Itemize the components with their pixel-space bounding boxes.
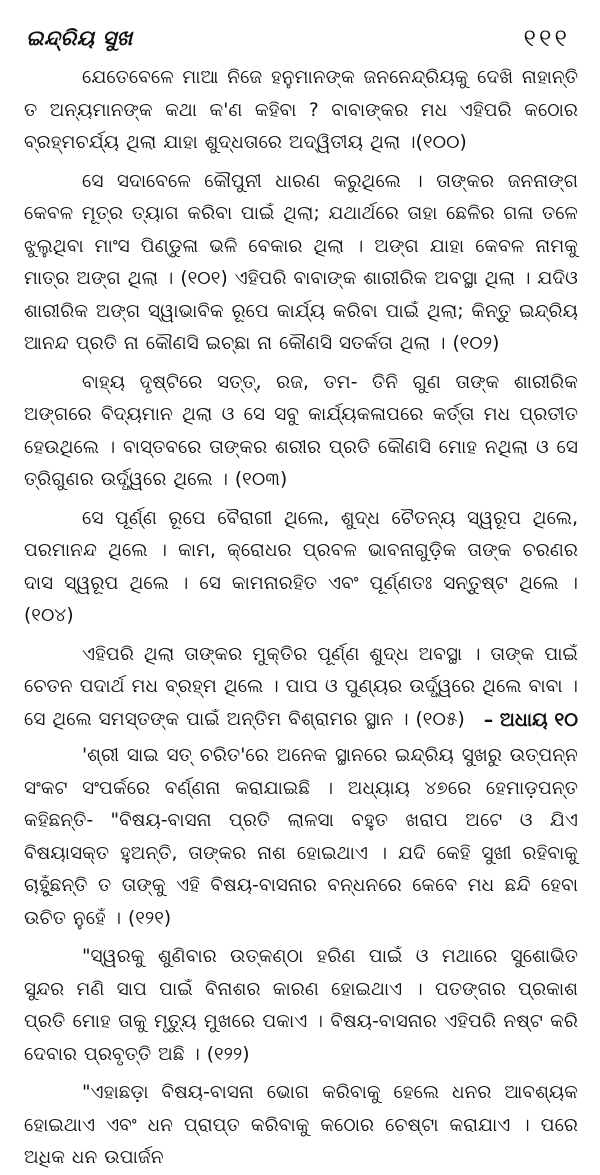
paragraph-3: ବାହ୍ୟ ଦୃଷ୍ଟିରେ ସତ୍ତ୍, ରଜ, ତମ- ତିନି ଗୁଣ ତାଙ୍କ ଶାରୀରିକ ଅଙ୍ଗରେ ବିଦ୍ୟମାନ ଥିଲା ଓ ସେ ସବୁ କାର୍ଯ୍ୟକଳାପରେ କର୍ତ୍ତା ମଧ ପ୍ରତୀତ ହେଉଥିଲେ । ବାସ୍ତବରେ ତାଙ୍କର ଶରୀର ପ୍ରତି କୌଣସି ମୋହ ନଥିଲା ଓ ସେ ତ୍ରିଗୁଣର ଉର୍ଦ୍ଧ୍ୱରେ ଥିଲେ । (୧୦୩) bbox=[24, 371, 578, 490]
paragraph-8: "ଏହାଛଡ଼ା ବିଷୟ-ବାସନା ଭୋଗ କରିବାକୁ ହେଲେ ଧନର ଆବଶ୍ୟକ ହୋଇଥାଏ ଏବଂ ଧନ ପ୍ରାପ୍ତ କରିବାକୁ କଠୋର ଚେଷ୍ଟା କରାଯାଏ । ପରେ ଅଧିକ ଧନ ଉପାର୍ଜନ bbox=[24, 1082, 578, 1168]
paragraph-4: ସେ ପୂର୍ଣ୍ଣ ରୂପେ ବୈରାଗୀ ଥିଲେ, ଶୁଦ୍ଧ ଚୈତନ୍ୟ ସ୍ୱରୂପ ଥିଲେ, ପରମାନନ୍ଦ ଥିଲେ । କାମ, କ୍ରୋଧର ପ୍ରବଳ ଭାବନାଗୁଡ଼ିକ ତାଙ୍କ ଚରଣର ଦାସ ସ୍ୱରୂପ ଥିଲେ । ସେ କାମନାରହିତ ଏବଂ ପୂର୍ଣ୍ଣତଃ ସନ୍ତୁଷ୍ଟ ଥିଲେ । (୧୦୪) bbox=[24, 507, 578, 626]
paragraph-6: 'ଶ୍ରୀ ସାଇ ସତ୍ ଚରିତ'ରେ ଅନେକ ସ୍ଥାନରେ ଇନ୍ଦ୍ରିୟ ସୁଖରୁ ଉତ୍ପନ୍ନ ସଂକଟ ସଂପର୍କରେ ବର୍ଣ୍ଣନା କରାଯାଇଛି । ଅଧ୍ୟାୟ ୪୭ରେ ହେମାଡ଼ପନ୍ତ କହିଛନ୍ତି- "ବିଷୟ-ବାସନା ପ୍ରତି ଲାଳସା ବହୁତ ଖରାପ ଅଟେ ଓ ଯିଏ ବିଷୟାସକ୍ତ ହୁଅନ୍ତି, ତାଙ୍କର ନାଶ ହୋଇଥାଏ । ଯଦି କେହି ସୁଖୀ ରହିବାକୁ ଚାହୁଁଛନ୍ତି ତ ତାଙ୍କୁ ଏହି ବିଷୟ-ବାସନାର ବନ୍ଧନରେ କେବେ ମଧ ଛନ୍ଦି ହେବା ଉଚିତ ନୁହେଁ । (୧୨୧) bbox=[24, 745, 578, 929]
chapter-end-block bbox=[24, 639, 578, 737]
paragraph-7: "ସ୍ୱରକୁ ଶୁଣିବାର ଉତ୍କଣ୍ଠା ହରିଣ ପାଇଁ ଓ ମଥାରେ ସୁଶୋଭିତ ସୁନ୍ଦର ମଣି ସାପ ପାଇଁ ବିନାଶର କାରଣ ହୋଇଥାଏ । ପତଙ୍ଗର ପ୍ରକାଶ ପ୍ରତି ମୋହ ତାକୁ ମୃତ୍ୟୁ ମୁଖରେ ପକାଏ । ବିଷୟ-ବାସନାର ଏହିପରି ନଷ୍ଟ କରି ଦେବାର ପ୍ରବୃତ୍ତି ଅଛି । (୧୨୨) bbox=[24, 946, 578, 1065]
page-number: ୧୧୧ bbox=[523, 24, 570, 52]
paragraph-2: ସେ ସଦାବେଳେ କୌପୁନୀ ଧାରଣ କରୁଥିଲେ । ତାଙ୍କର ଜନନାଙ୍ଗ କେବଳ ମୂତ୍ର ତ୍ୟାଗ କରିବା ପାଇଁ ଥିଲା; ଯଥାର୍ଥରେ ତାହା ଛେଳିର ଗଳା ତଳେ ଝୁଲୁଥିବା ମାଂସ ପିଣ୍ଡୁଳା ଭଳି ବେକାର ଥିଲା । ଅଙ୍ଗ ଯାହା କେବଳ ନାମକୁ ମାତ୍ର ଅଙ୍ଗ ଥିଲା । (୧୦୧) ଏହିପରି ବାବାଙ୍କ ଶାରୀରିକ ଅବସ୍ଥା ଥିଲା । ଯଦିଓ ଶାରୀରିକ ଅଙ୍ଗ ସ୍ୱାଭାବିକ ରୂପେ କାର୍ଯ୍ୟ କରିବା ପାଇଁ ଥିଲା; କିନ୍ତୁ ଇନ୍ଦ୍ରିୟ ଆନନ୍ଦ ପ୍ରତି ନା କୌଣସି ଇଚ୍ଛା ନା କୌଣସି ସତର୍କତା ଥିଲା । (୧୦୨) bbox=[24, 170, 578, 354]
paragraph-5: ଏହିପରି ଥିଲା ତାଙ୍କର ମୁକ୍ତିର ପୂର୍ଣ୍ଣ ଶୁଦ୍ଧ ଅବସ୍ଥା । ତାଙ୍କ ପାଇଁ ଚେତନ ପଦାର୍ଥ ମଧ ବ୍ରହ୍ମ ଥିଲେ । ପାପ ଓ ପୁଣ୍ୟର ଉର୍ଦ୍ଧ୍ୱରେ ଥିଲେ ବାବା । ସେ ଥିଲେ ସମସ୍ତଙ୍କ ପାଇଁ ଅନ୍ତିମ ବିଶ୍ରାମର ସ୍ଥାନ । (୧୦୫) bbox=[24, 643, 578, 730]
page-header bbox=[24, 22, 578, 60]
chapter-end-label: – ଅଧାୟ ୧୦ bbox=[476, 704, 578, 737]
paragraph-1: ଯେତେବେଳେ ମାଆ ନିଜେ ହନୁମାନଙ୍କ ଜନନେନ୍ଦ୍ରିୟକୁ ଦେଖି ନାହାନ୍ତି ତ ଅନ୍ୟମାନଙ୍କ କଥା କ'ଣ କହିବା ? ବାବାଙ୍କର ମଧ ଏହିପରି କଠୋର ବ୍ରହ୍ମଚର୍ଯ୍ୟ ଥିଲା ଯାହା ଶୁଦ୍ଧତାରେ ଅଦ୍ୱିତୀୟ ଥିଲା ।(୧୦୦) bbox=[24, 67, 578, 153]
page-body bbox=[24, 62, 578, 1175]
running-title: ଇନ୍ଦ୍ରିୟ ସୁଖ bbox=[26, 26, 133, 50]
